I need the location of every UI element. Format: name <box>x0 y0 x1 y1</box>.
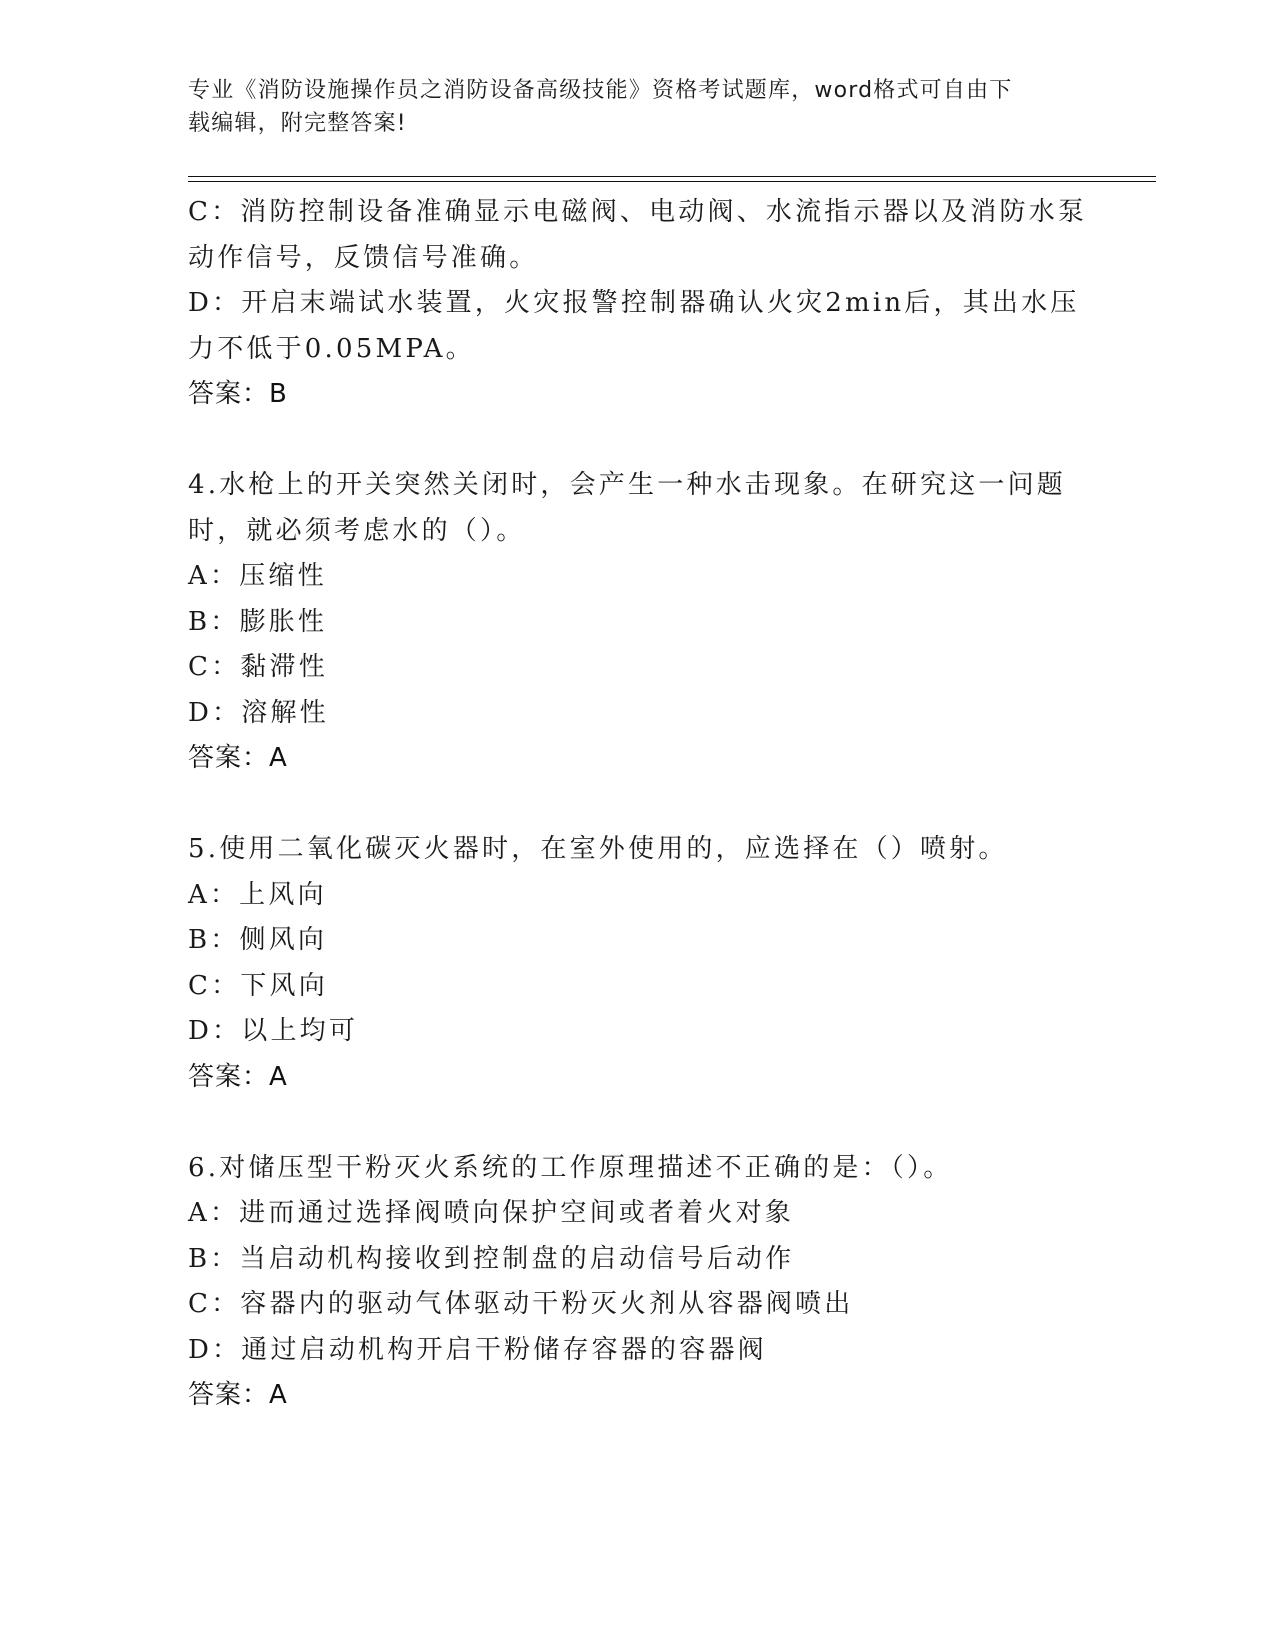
option-line: 动作信号，反馈信号准确。 <box>188 242 539 273</box>
document-header <box>188 74 1088 140</box>
option-b: B：侧风向 <box>188 925 328 955</box>
option-c: C：容器内的驱动气体驱动干粉灭火剂从容器阀喷出 <box>188 1289 854 1319</box>
answer-line: 答案：A <box>188 1061 288 1092</box>
answer-line: 答案：A <box>188 743 288 773</box>
question-block <box>188 190 1088 418</box>
option-b: B：当启动机构接收到控制盘的启动信号后动作 <box>188 1243 795 1274</box>
option-d: D：溶解性 <box>188 697 329 728</box>
header-divider-top <box>188 176 1156 177</box>
option-line: C：消防控制设备准确显示电磁阀、电动阀、水流指示器以及消防水泵 <box>188 197 1088 227</box>
answer-line: 答案：A <box>188 1380 288 1410</box>
option-line: D：开启末端试水装置，火灾报警控制器确认火灾2min后，其出水压 <box>188 288 1080 318</box>
option-c: C：黏滞性 <box>188 652 328 682</box>
header-line-2: 载编辑，附完整答案! <box>188 111 407 136</box>
option-a: A：压缩性 <box>188 561 327 591</box>
question-content <box>188 190 1088 1419</box>
option-a: A：上风向 <box>188 879 327 910</box>
option-d: D：通过启动机构开启干粉储存容器的容器阀 <box>188 1334 767 1365</box>
option-d: D：以上均可 <box>188 1016 359 1046</box>
answer-line: 答案：B <box>188 379 288 409</box>
question-block <box>188 463 1088 782</box>
question-block <box>188 827 1088 1100</box>
question-stem: 6.对储压型干粉灭火系统的工作原理描述不正确的是：（）。 <box>188 1152 953 1183</box>
option-c: C：下风向 <box>188 970 328 1001</box>
question-block <box>188 1146 1088 1419</box>
question-stem: 时，就必须考虑水的（）。 <box>188 515 526 546</box>
question-stem: 5.使用二氧化碳灭火器时，在室外使用的，应选择在（）喷射。 <box>188 834 1008 864</box>
question-stem: 4.水枪上的开关突然关闭时，会产生一种水击现象。在研究这一问题 <box>188 470 1067 500</box>
header-line-1: 专业《消防设施操作员之消防设备高级技能》资格考试题库，word格式可自由下 <box>188 78 1013 103</box>
option-a: A：进而通过选择阀喷向保护空间或者着火对象 <box>188 1198 794 1228</box>
option-b: B：膨胀性 <box>188 606 328 637</box>
header-divider-bottom <box>188 181 1156 182</box>
option-line: 力不低于0.05MPA。 <box>188 333 475 364</box>
